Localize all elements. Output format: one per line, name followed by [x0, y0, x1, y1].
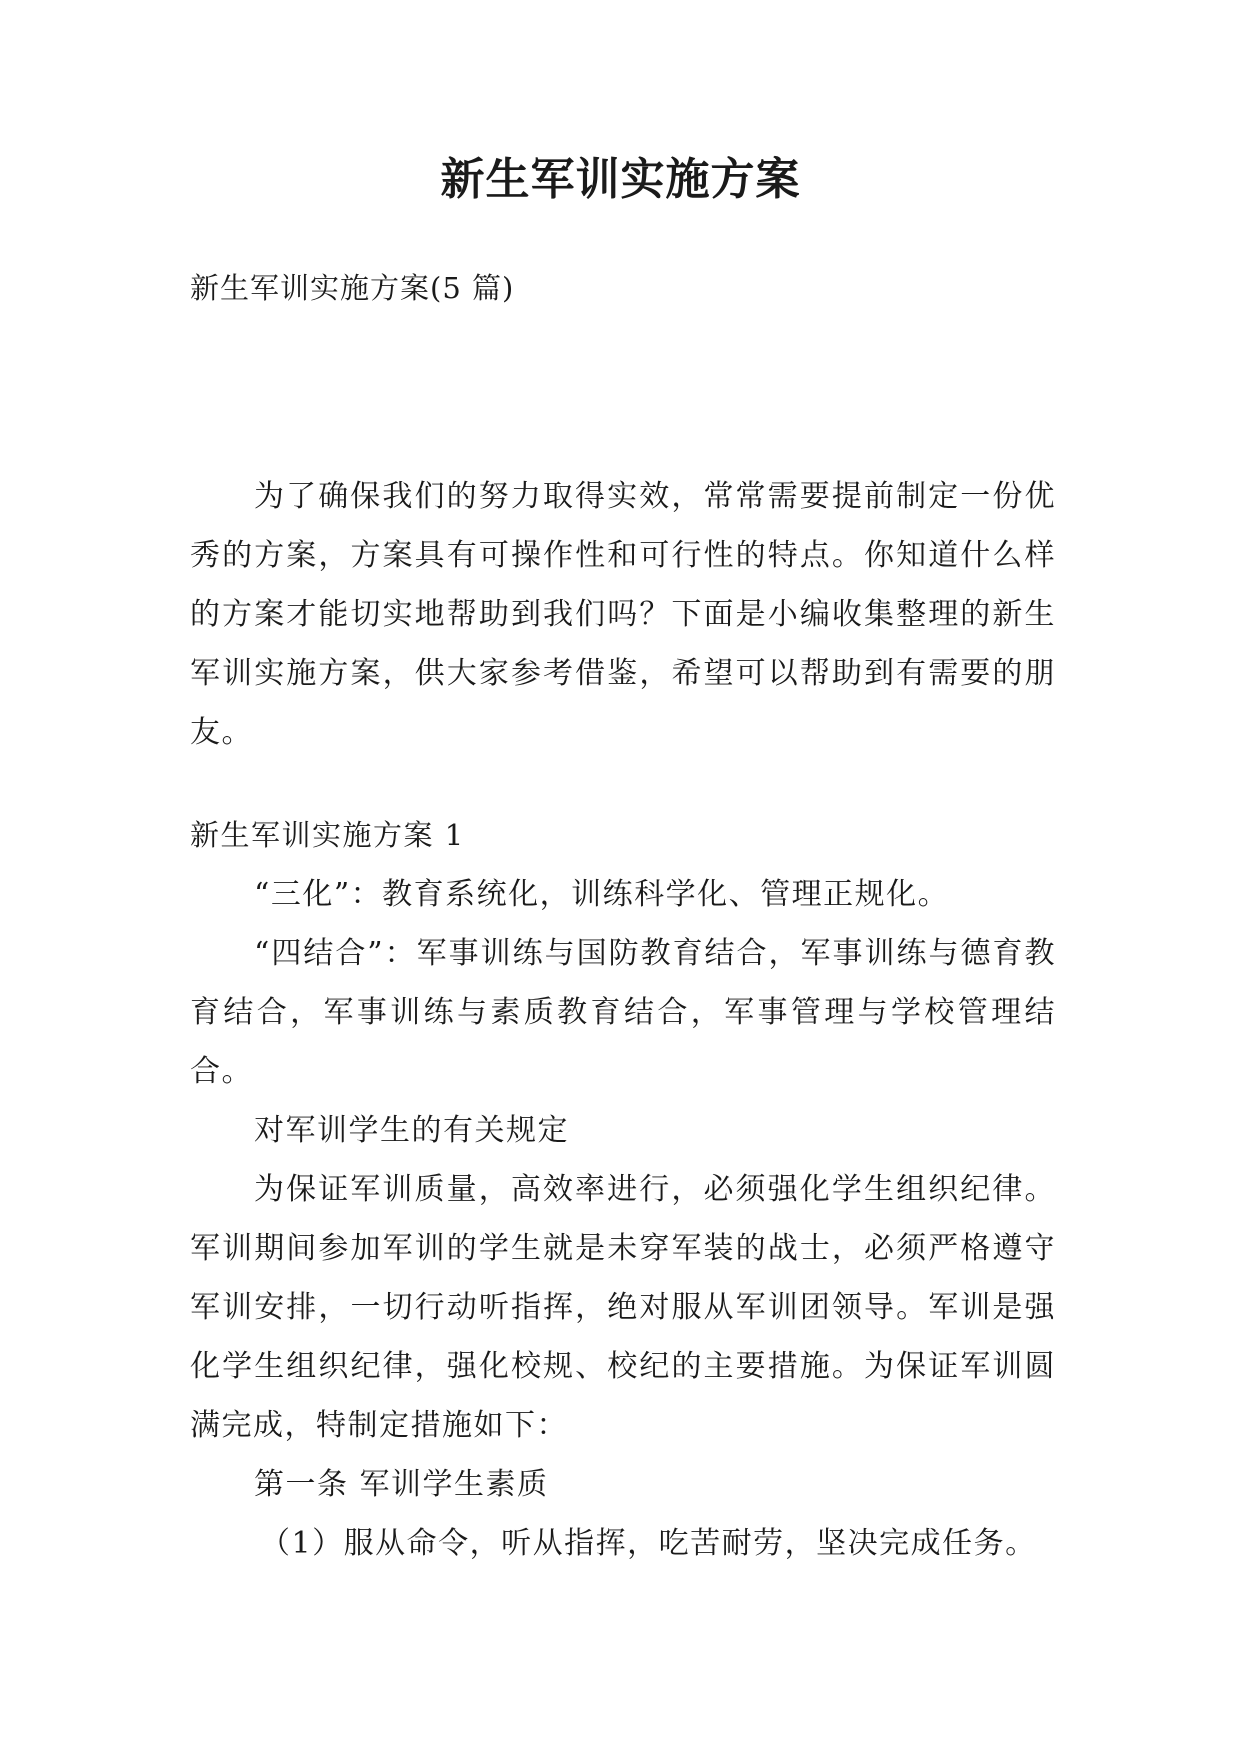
document-subtitle: 新生军训实施方案(5 篇) [190, 271, 515, 305]
article-one-heading: 第一条 军训学生素质 [254, 1467, 549, 1502]
section-heading: 新生军训实施方案 1 [190, 818, 465, 852]
paragraph-three-principles: “三化”：教育系统化，训练科学化、管理正规化。 [254, 877, 950, 912]
section-1 [190, 806, 1056, 1573]
paragraph-rules-heading: 对军训学生的有关规定 [254, 1113, 569, 1148]
article-one-item-1: （1）服从命令，听从指挥，吃苦耐劳，坚决完成任务。 [260, 1526, 1037, 1561]
intro-block [190, 467, 1056, 762]
paragraph-discipline: 为保证军训质量，高效率进行，必须强化学生组织纪律。军训期间参加军训的学生就是未穿军装的战士，必须严格遵守军训安排，一切行动听指挥，绝对服从军训团领导。军训是强化学生组织纪律，强化校规、校纪的主要措施。为保证军训圆满完成，特制定措施如下： [190, 1172, 1056, 1443]
paragraph-four-combinations: “四结合”：军事训练与国防教育结合，军事训练与德育教育结合，军事训练与素质教育结合，军事管理与学校管理结合。 [190, 936, 1056, 1089]
intro-paragraph: 为了确保我们的努力取得实效，常常需要提前制定一份优秀的方案，方案具有可操作性和可行性的特点。你知道什么样的方案才能切实地帮助到我们吗？下面是小编收集整理的新生军训实施方案，供大家参考借鉴，希望可以帮助到有需要的朋友。 [190, 479, 1056, 750]
document-title: 新生军训实施方案 [440, 154, 801, 205]
